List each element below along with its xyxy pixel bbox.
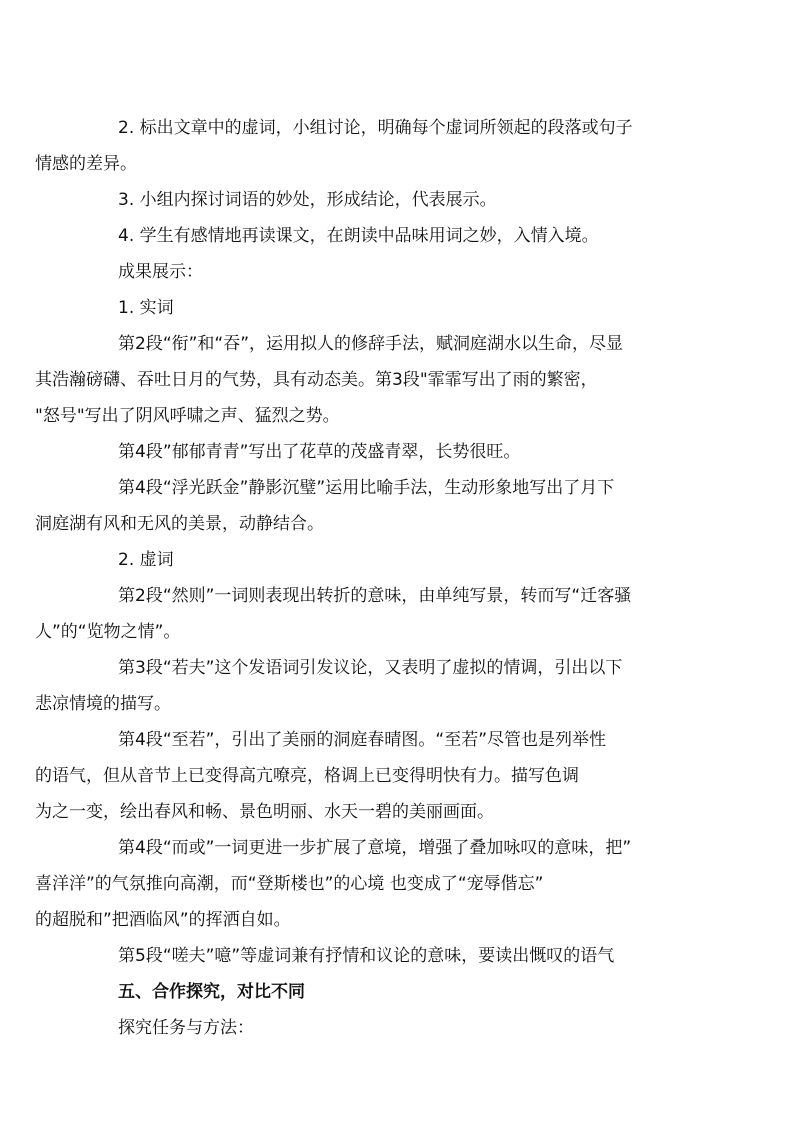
paragraph-line: 喜洋洋”的气氛推向高潮，而“登斯楼也”的心境 也变成了“宠辱偕忘” [35, 874, 544, 894]
paragraph-p1 [35, 110, 703, 182]
paragraph-line: 的超脱和”把酒临风”的挥洒自如。 [35, 910, 291, 930]
paragraph-line: 人”的“览物之情”。 [35, 622, 181, 642]
paragraph-p13 [35, 830, 703, 938]
paragraph-line: 第4段“而或”一词更进一步扩展了意境，增强了叠加咏叹的意味，把” [118, 838, 632, 858]
paragraph-p8 [35, 470, 703, 542]
paragraph-line: 成果展示： [118, 262, 203, 282]
paragraph-line: "怒号"写出了阴风呼啸之声、猛烈之势。 [35, 406, 340, 426]
paragraph-p12 [35, 722, 703, 830]
paragraph-p15 [118, 974, 703, 1010]
paragraph-line: 2. 标出文章中的虚词，小组讨论，明确每个虚词所领起的段落或句子 [118, 118, 633, 138]
paragraph-p11 [35, 650, 703, 722]
paragraph-line: 五、合作探究，对比不同 [118, 982, 305, 1002]
paragraph-line: 第4段“浮光跃金”静影沉璧”运用比喻手法，生动形象地写出了月下 [118, 478, 615, 498]
paragraph-p4 [118, 254, 703, 290]
paragraph-line: 为之一变，绘出春风和畅、景色明丽、水天一碧的美丽画面。 [35, 802, 494, 822]
paragraph-p3 [118, 218, 703, 254]
paragraph-line: 1. 实词 [118, 298, 174, 318]
paragraph-line: 悲凉情境的描写。 [35, 694, 171, 714]
paragraph-p7 [118, 434, 703, 470]
paragraph-line: 第2段“然则”一词则表现出转折的意味，由单纯写景，转而写“迁客骚 [118, 586, 632, 606]
paragraph-line: 第4段”郁郁青青”写出了花草的茂盛青翠，长势很旺。 [118, 442, 521, 462]
paragraph-line: 探究任务与方法： [118, 1018, 254, 1038]
paragraph-line: 第5段“嗟夫”噫”等虚词兼有抒情和议论的意味，要读出慨叹的语气 [118, 946, 615, 966]
paragraph-p14 [118, 938, 703, 974]
paragraph-line: 第4段“至若”，引出了美丽的洞庭春晴图。“至若”尽管也是列举性 [118, 730, 607, 750]
paragraph-line: 2. 虚词 [118, 550, 174, 570]
paragraph-line: 情感的差异。 [35, 154, 137, 174]
paragraph-line: 洞庭湖有风和无风的美景，动静结合。 [35, 514, 324, 534]
paragraph-line: 4. 学生有感情地再读课文，在朗读中品味用词之妙，入情入境。 [118, 226, 599, 246]
paragraph-p9 [118, 542, 703, 578]
paragraph-line: 第2段“衔”和“吞”，运用拟人的修辞手法，赋洞庭湖水以生命，尽显 [118, 334, 624, 354]
paragraph-p6 [35, 326, 703, 434]
paragraph-line: 3. 小组内探讨词语的妙处，形成结论，代表展示。 [118, 190, 497, 210]
paragraph-p10 [35, 578, 703, 650]
paragraph-line: 其浩瀚磅礴、吞吐日月的气势，具有动态美。第3段"霏霏写出了雨的繁密， [35, 370, 598, 390]
paragraph-p2 [118, 182, 703, 218]
document-body [35, 110, 703, 1046]
paragraph-p5 [118, 290, 703, 326]
paragraph-line: 第3段“若夫”这个发语词引发议论，又表明了虚拟的情调，引出以下 [118, 658, 623, 678]
paragraph-p16 [118, 1010, 703, 1046]
paragraph-line: 的语气，但从音节上已变得高亢嘹亮，格调上已变得明快有力。描写色调 [35, 766, 579, 786]
